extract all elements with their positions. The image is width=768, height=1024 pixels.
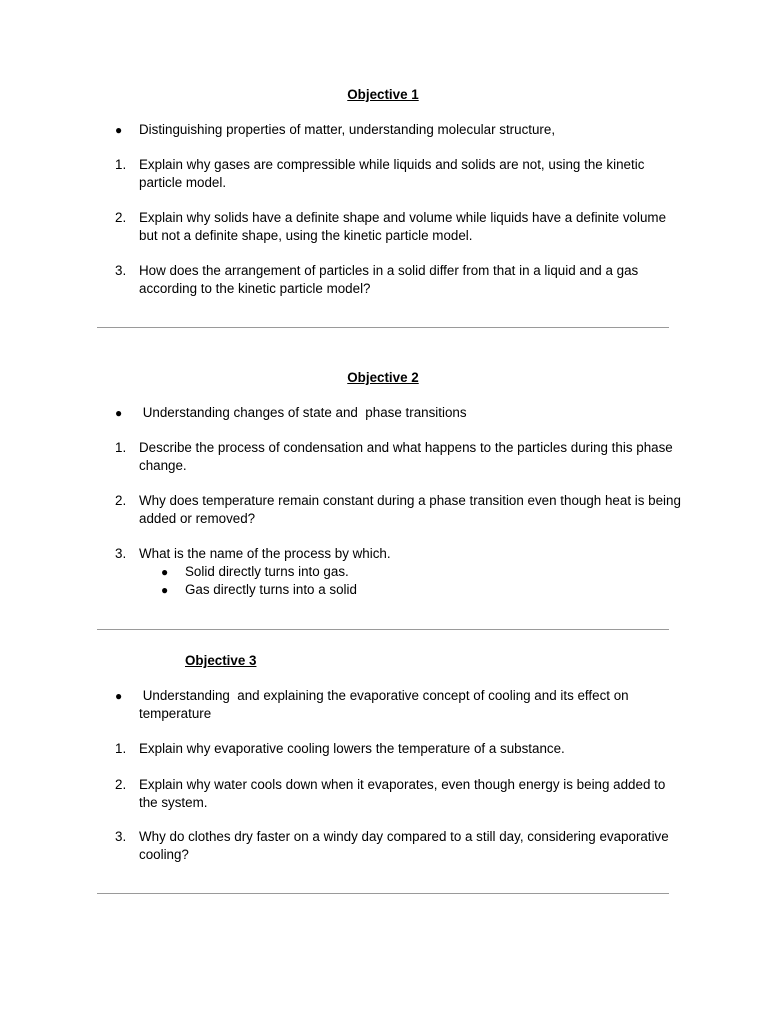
objective-1-heading: Objective 1 [347,87,419,102]
sub-item-text: Solid directly turns into gas. [185,564,349,579]
objective-1-question-1 [115,156,684,192]
objective-1-bullet-text: Distinguishing properties of matter, understanding molecular structure, [139,122,556,137]
objective-3-bullet-text: Understanding and explaining the evaporative concept of cooling and its effect on temperature [139,688,633,721]
question-text: Why does temperature remain constant during a phase transition even though heat is being added or removed? [139,493,681,526]
question-text: Describe the process of condensation and what happens to the particles during this phase change. [139,440,673,473]
question-number: 3. [115,263,127,278]
bullet-icon: ● [161,565,169,579]
question-number: 2. [115,210,127,225]
question-text: Explain why gases are compressible while liquids and solids are not, using the kinetic particle model. [139,157,645,190]
section-divider [97,327,669,328]
bullet-icon: ● [161,583,169,597]
objective-3-question-3 [115,828,684,864]
question-text: What is the name of the process by which. [139,546,391,561]
objective-3-question-2 [115,776,684,812]
question-text: How does the arrangement of particles in a solid differ from that in a liquid and a gas according to the kinetic particle model? [139,263,639,296]
question-text: Why do clothes dry faster on a windy day compared to a still day, considering evaporative cooling? [139,829,669,862]
question-text: Explain why solids have a definite shape and volume while liquids have a definite volume but not a definite shape, using the kinetic particle model. [139,210,667,243]
sub-item-text: Gas directly turns into a solid [185,582,357,597]
objective-1-question-3 [115,262,684,298]
section-divider [97,629,669,630]
objective-2-question-3 [115,545,684,563]
question-text: Explain why water cools down when it evaporates, even though energy is being added to the system. [139,777,666,810]
bullet-icon: ● [115,406,123,420]
question-number: 1. [115,157,127,172]
objective-2-question-2 [115,492,684,528]
objective-3-question-1 [115,740,684,758]
objective-3-bullet [115,687,684,723]
question-number: 1. [115,440,127,455]
objective-1-bullet [115,121,684,139]
objective-2-heading: Objective 2 [347,370,419,385]
question-number: 1. [115,741,127,756]
objective-2-bullet [115,404,684,422]
objective-2-bullet-text: Understanding changes of state and phase transitions [139,405,467,420]
question-number: 2. [115,777,127,792]
question-number: 3. [115,546,127,561]
question-number: 3. [115,829,127,844]
objective-2-sub-item-1 [161,563,685,581]
section-divider [97,893,669,894]
objective-2-question-1 [115,439,684,475]
bullet-icon: ● [115,689,123,703]
objective-3-heading: Objective 3 [185,653,257,668]
question-text: Explain why evaporative cooling lowers the temperature of a substance. [139,741,565,756]
question-number: 2. [115,493,127,508]
objective-2-sub-item-2 [161,581,685,599]
objective-1-question-2 [115,209,684,245]
bullet-icon: ● [115,123,123,137]
